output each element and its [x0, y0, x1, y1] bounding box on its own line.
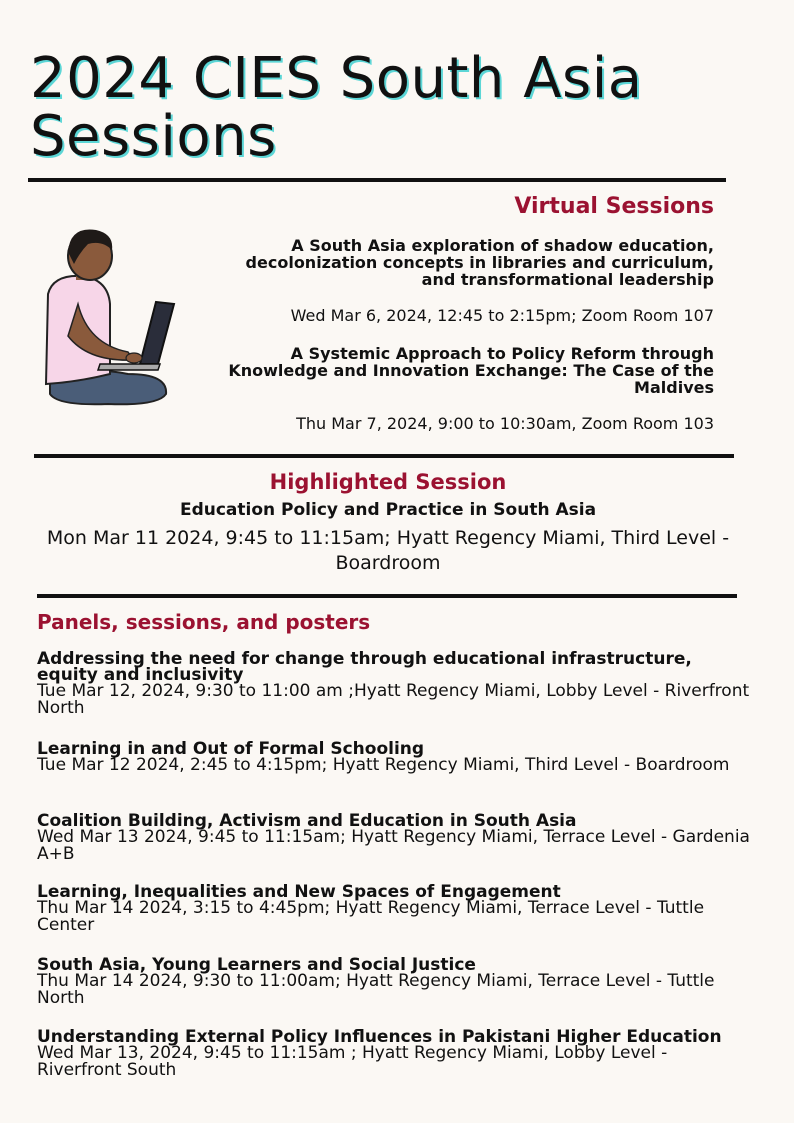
panel-item	[37, 957, 757, 1007]
highlighted-session-title: Education Policy and Practice in South Asia	[179, 500, 597, 520]
panel-meta: Wed Mar 13 2024, 9:45 to 11:15am; Hyatt Regency Miami, Terrace Level - Gardenia A+B	[37, 827, 750, 864]
panel-meta: Thu Mar 14 2024, 9:30 to 11:00am; Hyatt Regency Miami, Terrace Level - Tuttle North	[37, 971, 715, 1008]
highlighted-session-heading: Highlighted Session	[269, 470, 507, 494]
panel-meta: Tue Mar 12, 2024, 9:30 to 11:00 am ;Hyatt Regency Miami, Lobby Level - Riverfront North	[37, 681, 750, 718]
virtual-session-meta: Wed Mar 6, 2024, 12:45 to 2:15pm; Zoom Room 107	[290, 306, 714, 325]
virtual-sessions-heading: Virtual Sessions	[514, 194, 714, 219]
virtual-session-title: A Systemic Approach to Policy Reform through Knowledge and Innovation Exchange: The Case of the Maldives	[228, 344, 714, 397]
panel-item	[37, 1029, 757, 1079]
panel-item	[37, 741, 757, 774]
panel-item	[37, 651, 757, 717]
panel-title: Coalition Building, Activism and Education in South Asia	[37, 811, 577, 831]
panel-meta: Tue Mar 12 2024, 2:45 to 4:15pm; Hyatt Regency Miami, Third Level - Boardroom	[37, 755, 730, 775]
divider-middle	[34, 454, 734, 458]
person-with-laptop-illustration	[38, 224, 208, 414]
panel-item	[37, 884, 757, 934]
panel-title: Understanding External Policy Influences in Pakistani Higher Education	[37, 1027, 722, 1047]
virtual-session	[214, 345, 714, 434]
panel-title: Learning, Inequalities and New Spaces of Engagement	[37, 882, 561, 902]
virtual-session	[214, 237, 714, 326]
virtual-session-title: A South Asia exploration of shadow education, decolonization concepts in libraries and curriculum, and transformational leadership	[245, 236, 714, 289]
divider-top	[28, 178, 726, 182]
panel-meta: Thu Mar 14 2024, 3:15 to 4:45pm; Hyatt Regency Miami, Terrace Level - Tuttle Center	[37, 898, 705, 935]
divider-bottom	[37, 594, 737, 598]
page-title: 2024 CIES South Asia Sessions	[30, 46, 643, 169]
highlighted-session-meta: Mon Mar 11 2024, 9:45 to 11:15am; Hyatt Regency Miami, Third Level - Boardroom	[46, 527, 730, 574]
panel-title: Learning in and Out of Formal Schooling	[37, 739, 425, 759]
virtual-session-meta: Thu Mar 7, 2024, 9:00 to 10:30am, Zoom Room 103	[296, 414, 714, 433]
panel-meta: Wed Mar 13, 2024, 9:45 to 11:15am ; Hyatt Regency Miami, Lobby Level - Riverfront South	[37, 1043, 668, 1080]
panel-item	[37, 813, 757, 863]
panel-title: Addressing the need for change through educational infrastructure, equity and inclusivity	[37, 649, 692, 685]
panel-title: South Asia, Young Learners and Social Justice	[37, 955, 476, 975]
panels-heading: Panels, sessions, and posters	[37, 610, 371, 634]
